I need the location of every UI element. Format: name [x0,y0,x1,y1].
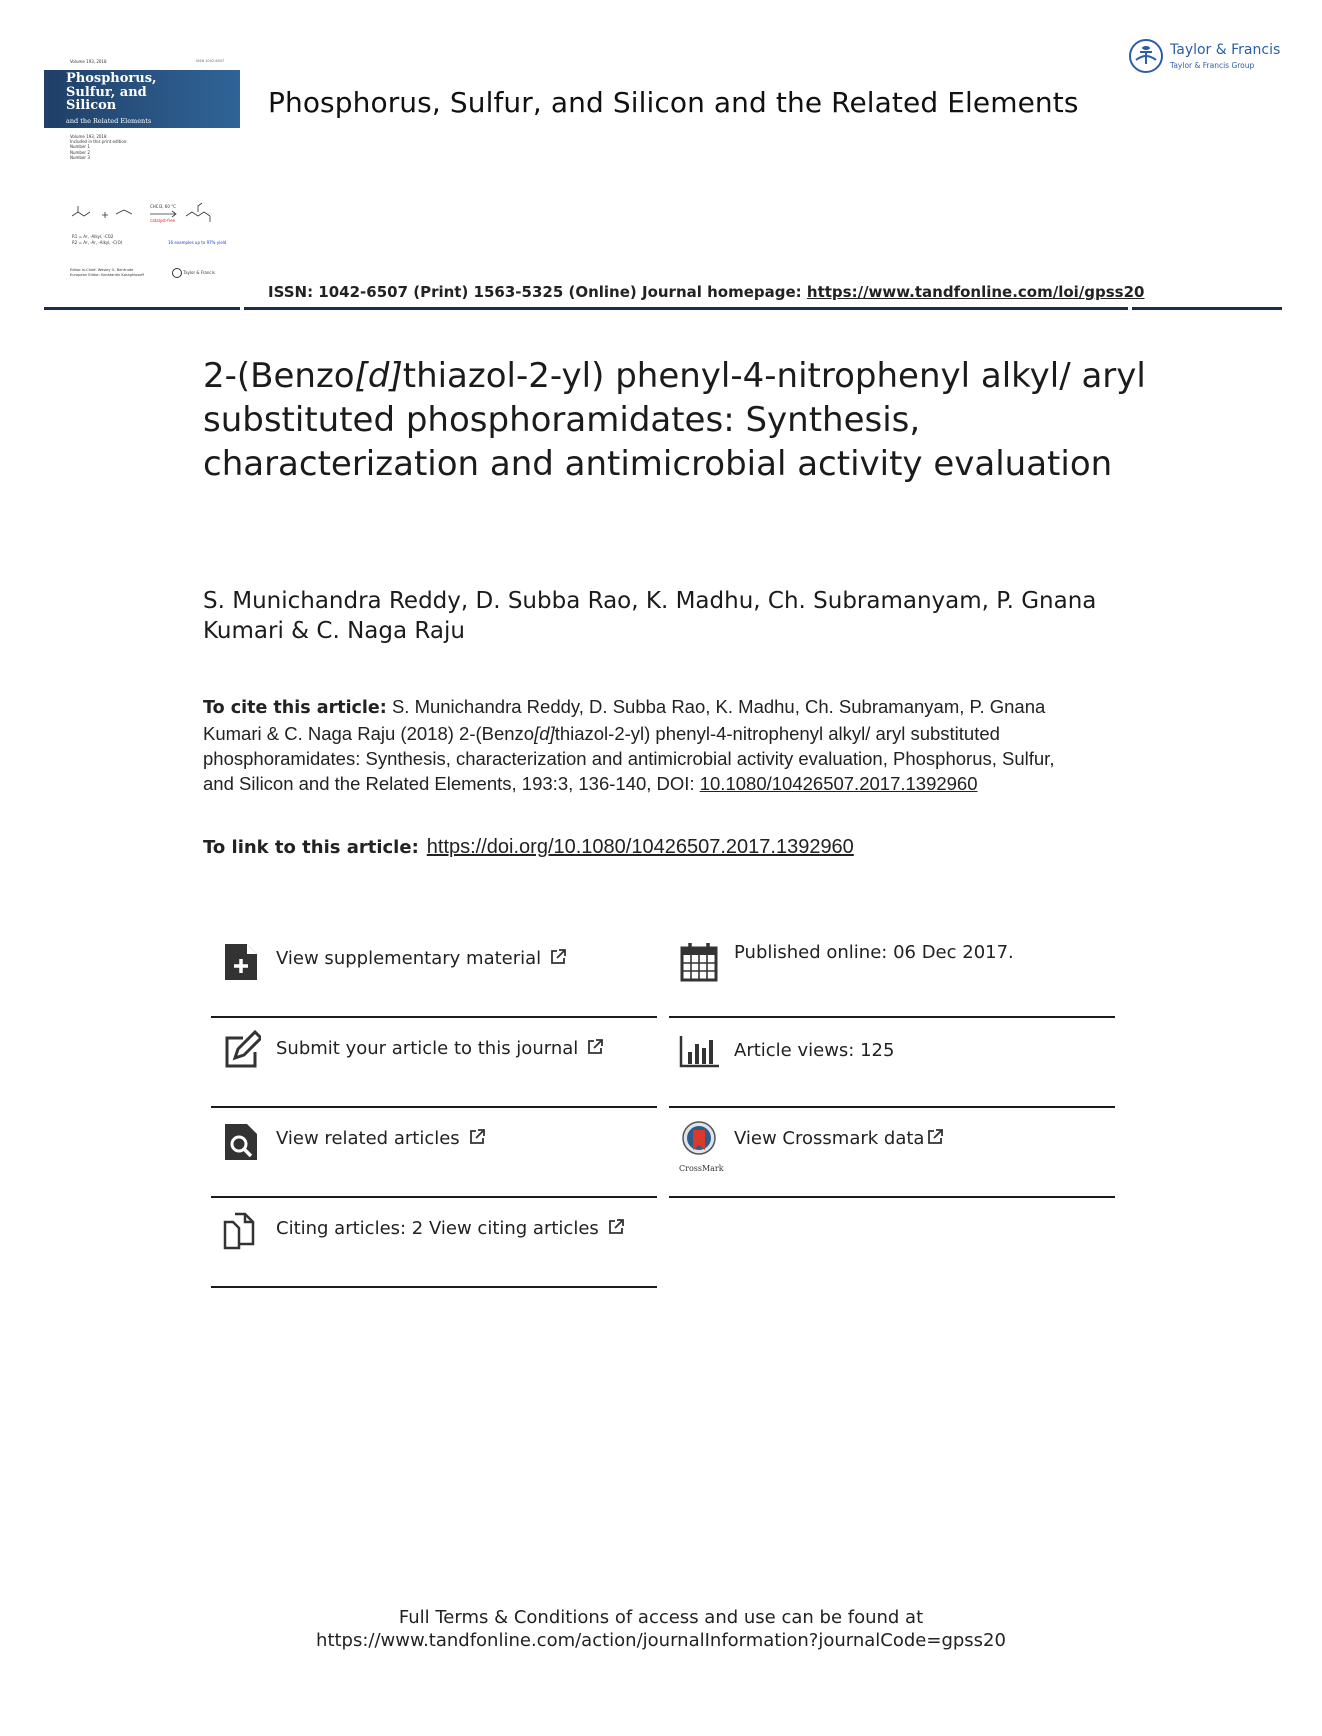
submit-cell[interactable] [211,1018,657,1108]
header-rule [244,307,1128,310]
publisher-group: Taylor & Francis Group [1170,61,1255,70]
crossmark-label: View Crossmark data [734,1128,925,1149]
cover-line: Number 1 [70,144,90,150]
cover-line: Number 2 [70,149,90,155]
external-link-icon [586,1038,604,1056]
views-cell [669,1018,1115,1108]
svg-text:16 examples up to 97% yield: 16 examples up to 97% yield [168,240,227,245]
cite-text: thiazol-2-yl) phenyl-4-nitrophenyl alkyl/ aryl substituted phosphoramidates: Synthesis, characterization and antimicrobial activity evaluation, Phosphorus, Sulfur, and Silicon and the Related Elements, 193:3, 136-140, DOI: [203,723,1055,794]
header-rule-right [1132,307,1282,310]
article-doi-url[interactable]: https://doi.org/10.1080/10426507.2017.1392960 [426,836,854,858]
published-cell [669,928,1115,1018]
article-link-line [203,836,854,859]
journal-cover-image [44,56,240,282]
external-link-icon [926,1128,944,1146]
cover-reaction-scheme [68,186,238,256]
cover-line: Included in this print edition: [70,139,128,145]
article-title-italic: [d] [354,356,403,396]
related-label: View related articles [276,1128,460,1149]
cover-publisher-logo [172,268,215,278]
cite-text: S. Munichandra Reddy, D. Subba Rao, K. Madhu, Ch. Subramanyam, P. Gnana Kumari & C. Naga Raju (2018) 2-(Benzo [203,696,1046,744]
copy-icon [221,1210,261,1254]
crossmark-link[interactable] [734,1128,944,1149]
external-link-icon [468,1128,486,1146]
citing-cell[interactable] [211,1198,657,1288]
supplementary-label: View supplementary material [276,948,542,969]
cell-divider [669,1196,1115,1198]
cell-divider [211,1286,657,1288]
cover-editor: Editor-in-Chief: Wesley G. Bentrude [70,268,134,272]
citing-label: Citing articles: 2 View citing articles [276,1218,599,1239]
crossmark-cell[interactable] [669,1108,1115,1198]
cite-label: To cite this article: [203,698,387,718]
cover-subtitle: and the Related Elements [66,117,152,125]
cover-publisher-text: Taylor & Francis [183,270,215,275]
cover-issn: ISSN 1042-6507 [196,59,225,63]
submit-label: Submit your article to this journal [276,1038,579,1059]
footer-terms-url[interactable]: https://www.tandfonline.com/action/journalInformation?journalCode=gpss20 [316,1630,1006,1651]
svg-text:catalyst-free: catalyst-free [150,218,176,223]
cover-line: Number 3 [70,154,90,160]
external-link-icon [607,1218,625,1236]
cover-volume: Volume 193, 2018 [70,59,107,64]
svg-text:R2 = Ar, -Ar, -Alkyl, -C(O): R2 = Ar, -Ar, -Alkyl, -C(O) [72,240,123,245]
related-cell[interactable] [211,1108,657,1198]
article-title-text: thiazol-2-yl) phenyl-4-nitrophenyl alkyl/ aryl substituted phosphoramidates: Synthesis, characterization and antimicrobial activity evaluation [203,356,1146,484]
svg-text:CHCl3, 60 °C: CHCl3, 60 °C [150,204,176,209]
cover-title: Phosphorus, Sulfur, and Silicon [66,71,157,113]
article-title [203,354,1163,486]
calendar-icon [679,940,719,984]
related-link[interactable] [276,1128,486,1149]
cover-line: Volume 193, 2018 [70,134,107,139]
published-date: Published online: 06 Dec 2017. [734,942,1014,963]
journal-title[interactable]: Phosphorus, Sulfur, and Silicon and the Related Elements [268,86,1079,119]
submit-link[interactable] [276,1038,604,1059]
crossmark-caption: CrossMark [679,1164,724,1173]
svg-text:R1 = Ar, -Alkyl, -CO2: R1 = Ar, -Alkyl, -CO2 [72,234,114,239]
issn-text: ISSN: 1042-6507 (Print) 1563-5325 (Online) Journal homepage: [268,283,807,301]
issn-line [268,283,1145,301]
doi-link[interactable]: 10.1080/10426507.2017.1392960 [699,773,978,794]
search-doc-icon [221,1120,261,1164]
header-rule-left [44,307,240,310]
cover-publisher-icon [172,268,182,278]
citation-block [203,694,1083,796]
supplementary-cell[interactable] [211,928,657,1018]
cover-title-band [44,70,240,128]
journal-homepage-link[interactable]: https://www.tandfonline.com/loi/gpss20 [806,283,1145,301]
crossmark-icon [679,1120,719,1164]
publisher-name: Taylor & Francis [1170,42,1281,58]
cover-editors [70,268,144,277]
bar-chart-icon [679,1030,719,1074]
link-label: To link to this article: [203,837,419,858]
cover-contents [70,134,128,160]
file-plus-icon [221,940,261,984]
publisher-logo[interactable] [1128,38,1288,78]
publisher-logo-icon [1128,38,1164,74]
footer [0,1606,1322,1652]
cite-italic: [d] [534,723,555,744]
cover-editor: European Editor: Konstantin Karaghiosoff [70,272,144,277]
citing-link[interactable] [276,1218,625,1239]
article-views: Article views: 125 [734,1040,895,1061]
external-link-icon [549,948,567,966]
article-title-text: 2-(Benzo [203,356,355,396]
edit-icon [221,1030,261,1074]
article-authors: S. Munichandra Reddy, D. Subba Rao, K. Madhu, Ch. Subramanyam, P. Gnana Kumari & C. Naga Raju [203,588,1097,644]
supplementary-link[interactable] [276,948,567,969]
footer-terms: Full Terms & Conditions of access and use can be found at [398,1607,924,1628]
